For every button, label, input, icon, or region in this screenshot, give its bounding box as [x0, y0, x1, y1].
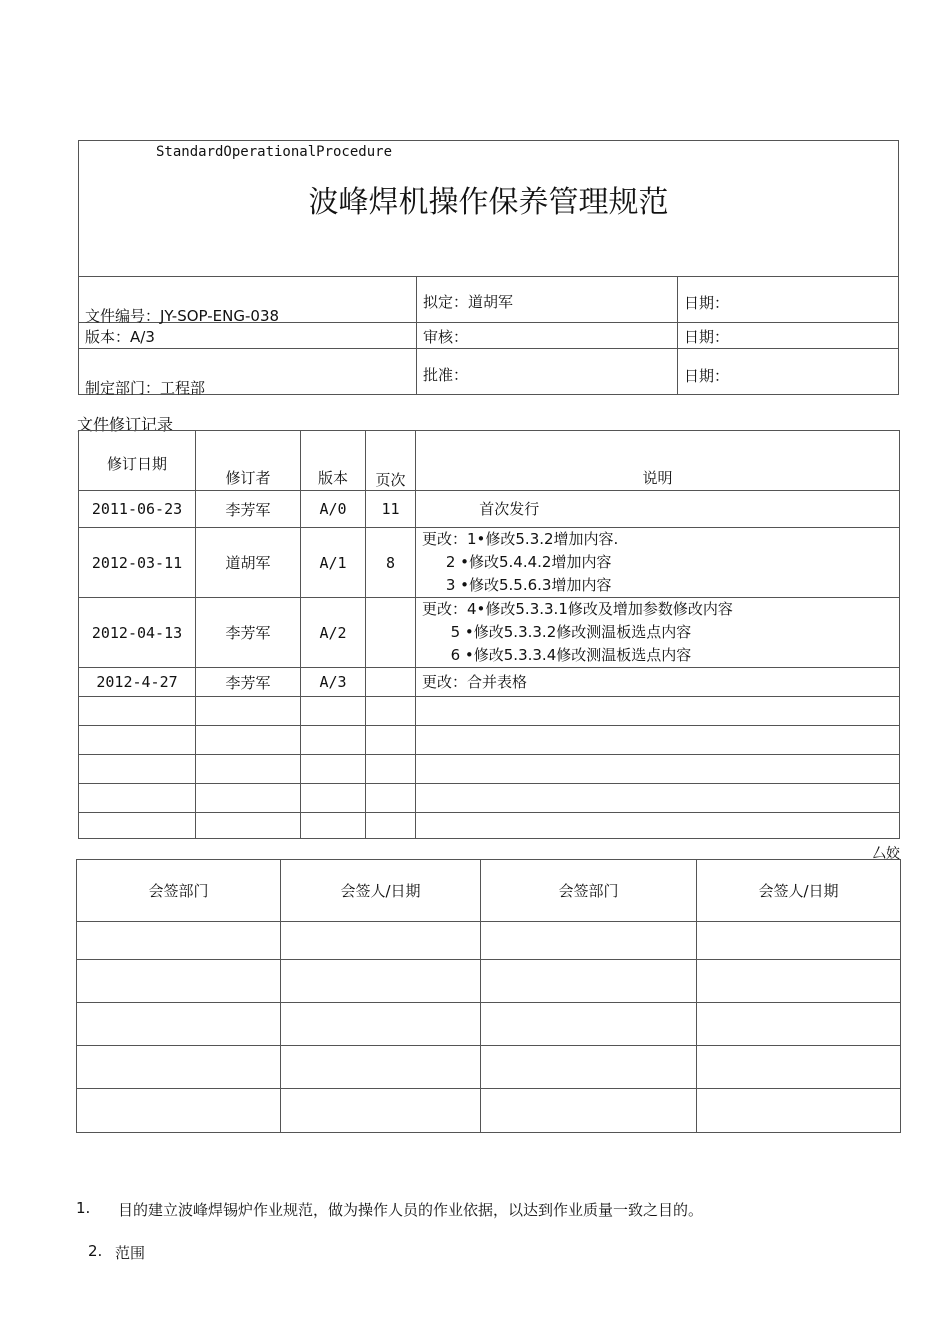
date-drafted: 日期： — [684, 294, 730, 312]
row-date: 2012-03-11 — [79, 528, 196, 598]
description-line: 3 •修改5.5.6.3增加内容 — [422, 576, 612, 594]
row-description — [416, 491, 900, 528]
header-page: 页次 — [366, 431, 416, 491]
empty-row — [77, 960, 901, 1003]
empty-row — [79, 726, 900, 755]
revision-header-row — [79, 431, 900, 491]
row-page: 8 — [366, 528, 416, 598]
signoff-header-dept: 会签部门 — [77, 860, 281, 922]
row-editor: 李芳军 — [196, 598, 301, 668]
empty-row — [77, 1089, 901, 1133]
empty-row — [79, 784, 900, 813]
row-page — [366, 598, 416, 668]
description-line: 更改：4•修改5.3.3.1修改及增加参数修改内容 — [422, 600, 733, 618]
row-page: 11 — [366, 491, 416, 528]
table-row — [79, 598, 900, 668]
description-line: 5 •修改5.3.3.2修改测温板选点内容 — [422, 623, 692, 641]
row-editor: 李芳军 — [196, 668, 301, 697]
reviewed-by: 审核： — [423, 328, 469, 346]
row-version: A/0 — [301, 491, 366, 528]
empty-row — [77, 1003, 901, 1046]
doc-title: 波峰焊机操作保养管理规范 — [308, 185, 669, 220]
description-line: 更改：合并表格 — [422, 672, 528, 691]
signoff-header-dept: 会签部门 — [481, 860, 697, 922]
corner-mark: 厶姣 — [872, 846, 900, 862]
doc-subtitle: StandardOperationalProcedure — [156, 144, 393, 160]
signoff-header-signer: 会签人/日期 — [697, 860, 901, 922]
signoff-header-row — [77, 860, 901, 922]
row-description — [416, 598, 900, 668]
row-version: A/2 — [301, 598, 366, 668]
empty-row — [79, 813, 900, 839]
row-editor: 李芳军 — [196, 491, 301, 528]
item-1-number: 1. — [76, 1199, 91, 1217]
header-editor: 修订者 — [196, 431, 301, 491]
row-date: 2012-04-13 — [79, 598, 196, 668]
item-1-text: 目的建立波峰焊锡炉作业规范，做为操作人员的作业依据，以达到作业质量一致之目的。 — [118, 1201, 704, 1219]
empty-row — [79, 755, 900, 784]
header-description: 说明 — [416, 431, 900, 491]
description-line: 2 •修改5.4.4.2增加内容 — [422, 553, 612, 571]
row-version: A/3 — [301, 668, 366, 697]
table-row — [79, 668, 900, 697]
drafted-by: 拟定：道胡军 — [423, 293, 514, 311]
date-approved: 日期： — [684, 367, 730, 385]
approved-by: 批准： — [423, 366, 469, 384]
empty-row — [77, 1046, 901, 1089]
row-description — [416, 668, 900, 697]
row-date: 2012-4-27 — [79, 668, 196, 697]
revision-caption: 文件修订记录 — [77, 415, 174, 434]
doc-version: 版本：A/3 — [85, 328, 155, 346]
table-row — [79, 528, 900, 598]
row-version: A/1 — [301, 528, 366, 598]
date-reviewed: 日期： — [684, 328, 730, 346]
table-row — [79, 491, 900, 528]
description-line: 6 •修改5.3.3.4修改测温板选点内容 — [422, 646, 692, 664]
description-line: 首次发行 — [422, 499, 540, 518]
description-line: 更改：1•修改5.3.2增加内容. — [422, 530, 619, 548]
item-2-text: 范围 — [115, 1244, 146, 1262]
row-editor: 道胡军 — [196, 528, 301, 598]
signoff-header-signer: 会签人/日期 — [281, 860, 481, 922]
header-box — [78, 140, 899, 395]
empty-row — [79, 697, 900, 726]
empty-row — [77, 922, 901, 960]
revision-table — [78, 430, 900, 839]
signoff-table — [76, 859, 901, 1133]
header-version: 版本 — [301, 431, 366, 491]
row-description — [416, 528, 900, 598]
item-2-number: 2. — [88, 1242, 103, 1260]
row-date: 2011-06-23 — [79, 491, 196, 528]
row-page — [366, 668, 416, 697]
doc-number: 文件编号：JY-SOP-ENG-038 — [85, 307, 280, 325]
header-date: 修订日期 — [79, 431, 196, 491]
doc-department: 制定部门：工程部 — [85, 379, 206, 397]
